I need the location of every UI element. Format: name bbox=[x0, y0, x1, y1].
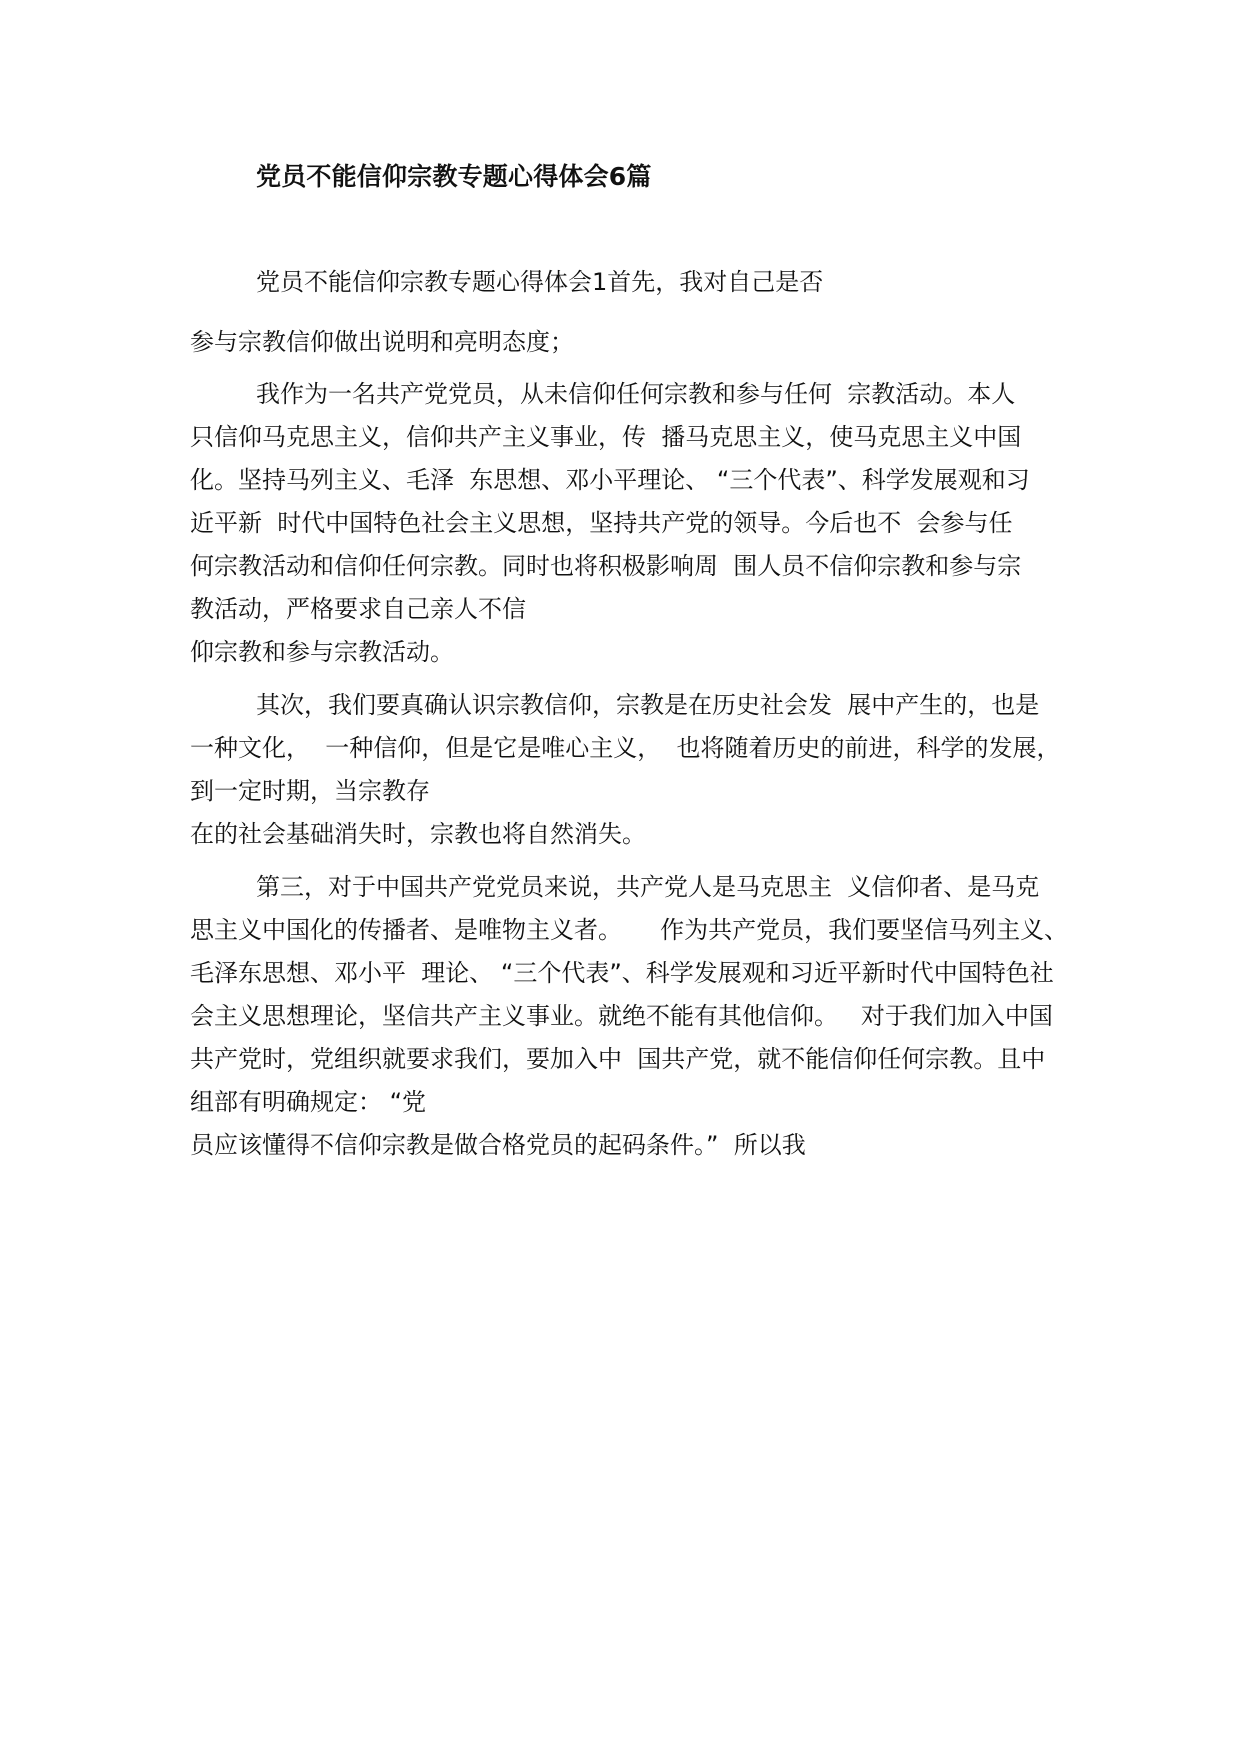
paragraph-line: 其次，我们要真确认识宗教信仰，宗教是在历史社会发 展中产生的，也是 bbox=[256, 691, 1040, 719]
paragraph-line: 近平新 时代中国特色社会主义思想，坚持共产党的领导。今后也不 会参与任 bbox=[190, 509, 1013, 537]
paragraph-line: 员应该懂得不信仰宗教是做合格党员的起码条件。” 所以我 bbox=[190, 1131, 806, 1159]
paragraph-line: 参与宗教信仰做出说明和亮明态度； bbox=[190, 328, 574, 356]
paragraph-line: 一种文化， 一种信仰，但是它是唯心主义， 也将随着历史的前进，科学的发展， bbox=[190, 734, 1061, 762]
paragraph-line: 到一定时期，当宗教存 bbox=[190, 777, 430, 805]
paragraph-line: 何宗教活动和信仰任何宗教。同时也将积极影响周 围人员不信仰宗教和参与宗 bbox=[190, 552, 1022, 580]
paragraph-line: 在的社会基础消失时，宗教也将自然消失。 bbox=[190, 820, 646, 848]
paragraph-line: 思主义中国化的传播者、是唯物主义者。 作为共产党员，我们要坚信马列主义、 bbox=[190, 916, 1069, 944]
document-title: 党员不能信仰宗教专题心得体会6篇 bbox=[256, 162, 652, 191]
paragraph-line: 组部有明确规定： “党 bbox=[190, 1088, 427, 1116]
paragraph-line: 教活动，严格要求自己亲人不信 bbox=[190, 595, 526, 623]
paragraph-line: 仰宗教和参与宗教活动。 bbox=[190, 638, 454, 666]
paragraph-line: 共产党时，党组织就要求我们，要加入中 国共产党，就不能信仰任何宗教。且中 bbox=[190, 1045, 1046, 1073]
paragraph-line: 党员不能信仰宗教专题心得体会1首先，我对自己是否 bbox=[256, 268, 824, 296]
paragraph-line: 会主义思想理论，坚信共产主义事业。就绝不能有其他信仰。 对于我们加入中国 bbox=[190, 1002, 1053, 1030]
paragraph-line: 化。坚持马列主义、毛泽 东思想、邓小平理论、 “三个代表”、科学发展观和习 bbox=[190, 466, 1030, 494]
paragraph-line: 我作为一名共产党党员，从未信仰任何宗教和参与任何 宗教活动。本人 bbox=[256, 380, 1016, 408]
paragraph-line: 只信仰马克思主义，信仰共产主义事业，传 播马克思主义，使马克思主义中国 bbox=[190, 423, 1022, 451]
paragraph-line: 毛泽东思想、邓小平 理论、 “三个代表”、科学发展观和习近平新时代中国特色社 bbox=[190, 959, 1054, 987]
paragraph-line: 第三，对于中国共产党党员来说，共产党人是马克思主 义信仰者、是马克 bbox=[256, 873, 1040, 901]
